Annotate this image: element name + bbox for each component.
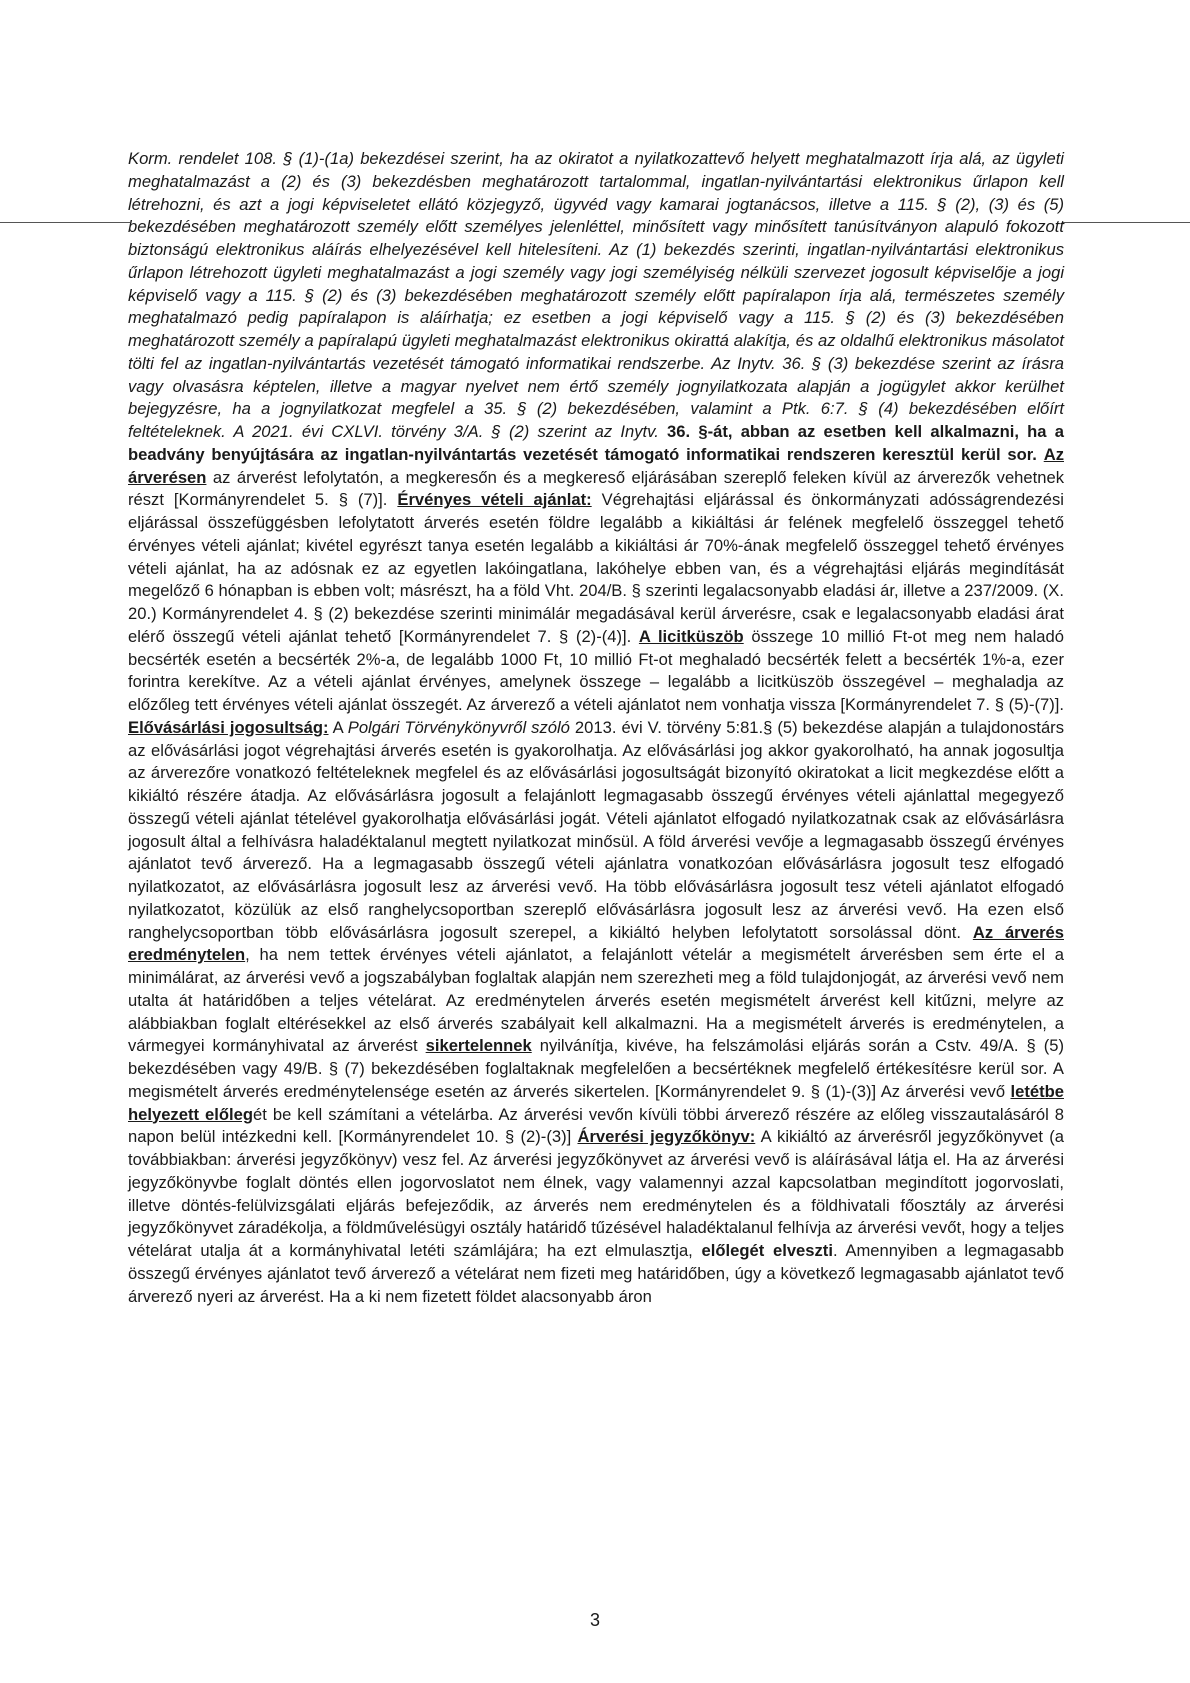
italic-text: Korm. rendelet 108. § (1)-(1a) bekezdései szerint, ha az okiratot a nyilatkozattevő helyett meghatalmazott írja alá, az ügyleti meghatalmazást a (2) és (3) bekezdésben meghatározott tartalommal, ingatlan-nyilvántartási elektronikus űrlapon kell létrehozni, és azt a jogi képviseletet ellátó közjegyző, ügyvéd vagy kamarai jogtanácsos, illetve a 115. § (2), (3) és (5) bekezdésében meghatározott személy előtt személyes jelenléttel, minősített vagy minősített tanúsítványon alapuló fokozott biztonságú elektronikus aláírás elhelyezésével kell hitelesíteni. Az (1) bekezdés szerinti, ingatlan-nyilvántartási elektronikus űrlapon létrehozott ügyleti meghatalmazást a jogi személy vagy jogi személyiség nélküli szervezet jogosult képviselője a jogi képviselő vagy a 115. § (2) és (3) bekezdésében meghatározott személy előtt papíralapon írja alá, természetes személy meghatalmazó pedig papíralapon is aláírhatja; ez esetben a jogi képviselő vagy a 115. § (2) és (3) bekezdésében meghatározott személy a papíralapú ügyleti meghatalmazást elektronikus okirattá alakítja, és az oldalhű elektronikus másolatot tölti fel az ingatlan-nyilvántartás vezetését támogató informatikai rendszerbe. Az Inytv. 36. § (3) bekezdése szerint az írásra vagy olvasásra képtelen, illetve a magyar nyelvet nem értő személy jognyilatkozata alapján a jogügylet akkor kerülhet bejegyzésre, ha a jognyilatkozat megfelel a 35. § (2) bekezdésében, valamint a Ptk. 6:7. § (4) bekezdésében előírt feltételeknek. A 2021. évi CXLVI. törvény 3/A. § (2) szerint az Inytv. [128,149,1064,441]
bold-text: 36. §-át, abban az esetben kell alkalmazni, ha a beadvány benyújtására az ingatlan-nyilvántartás vezetését támogató informatikai rendszeren keresztül kerül sor. [128,422,1064,464]
body-paragraph [128,148,1064,1308]
scan-artifact-line-right [1062,222,1190,223]
body-text-segment: A kikiáltó az árverésről jegyzőkönyvet (a továbbiakban: árverési jegyzőkönyv) vesz fel. Az árverési jegyzőkönyvet az árverési vevő is aláírásával látja el. Ha az árverési jegyzőkönyvbe foglalt döntés ellen jogorvoslatot nem élnek, vagy valamennyi azzal kapcsolatban megindított jogorvoslati, illetve döntés-felülvizsgálati eljárás befejeződik, az árverés nem eredménytelen és a földhivatali főosztály az árverési jegyzőkönyvet záradékolja, a földművelésügyi osztály határidő tűzésével haladéktalanul felhívja az árverési vevőt, hogy a teljes vételárat utalja át a kormányhivatal letéti számlájára; ha ezt elmulasztja, [128,1127,1064,1260]
body-text-segment: ét be kell számítani a vételárba. Az árverési vevőn kívüli többi árverező részére az előleg visszautalásáról 8 napon belül intézkedni kell. [Kormányrendelet 10. § (2)-(3)] [128,1104,1065,1147]
underlined-heading-text: Az árverés eredménytelen [128,922,1064,965]
underlined-heading-text: sikertelennek [425,1036,532,1056]
body-text-segment: nyilvánítja, kivéve, ha felszámolási eljárás során a Cstv. 49/A. § (5) bekezdésében vagy 49/B. § (7) bekezdésében foglaltaknak megfelelően a becsértéknek megfelelő értékesítésre kerül sor. A megismételt árverés eredménytelensége esetén az árverés sikertelen. [Kormányrendelet 9. § (1)-(3)] Az árverési vevő [128,1036,1065,1101]
underlined-heading-text: A licitküszöb [638,626,744,646]
body-text-segment [1037,445,1044,464]
body-text-segment: 2013. évi V. törvény 5:81.§ (5) bekezdése alapján a tulajdonostárs az elővásárlási jogot végrehajtási árverés esetén is gyakorolhatja. Az elővásárlási jog akkor gyakorolható, ha annak jogosultja az árverezőre vonatkozó feltételeknek megfelel és az elővásárlási jogosultságát bizonyító okiratokat a licit megkezdése előtt a kikiáltó részére átadja. Az elővásárlásra jogosult a felajánlott legmagasabb összegű érvényes vételi ajánlattal megegyező összegű vételi ajánlat tételével gyakorolhatja elővásárlási jogát. Vételi ajánlatot elfogadó nyilatkozatnak csak az elővásárlásra jogosult által a felhívásra haladéktalanul megtett nyilatkozat minősül. A föld árverési vevője a legmagasabb összegű érvényes ajánlatot tevő árverező. Ha a legmagasabb összegű vételi ajánlatra vonatkozóan elővásárlásra jogosult tesz elfogadó nyilatkozatot, az elővásárlásra jogosult lesz az árverési vevő. Ha több elővásárlásra jogosult tesz vételi ajánlatot elfogadó nyilatkozatot, közülük az első ranghelycsoportban szereplő elővásárlásra jogosult lesz az árverési vevő. Ha ezen első ranghelycsoportban több elővásárlásra jogosult szerepel, a kikiáltó helyben lefolytatott sorsolással dönt. [128,717,1064,942]
underlined-heading-text: Az árverésen [128,444,1064,487]
italic-text: Polgári Törvénykönyvről szóló [347,717,570,737]
body-text-segment: , ha nem tettek érvényes vételi ajánlatot, a felajánlott vételár a megismételt árverésben sem érte el a minimálárat, az árverési vevő a jogszabályban foglaltak alapján nem szerezheti meg a föld tulajdonjogát, az árverési vevő nem utalta át határidőben a teljes vételárat. Az eredménytelen árverés esetén megismételt árverést kell kitűzni, melyre az alábbiakban foglalt eltérésekkel az első árverés szabályait kell alkalmazni. Ha a megismételt árverés is eredménytelen, a vármegyei kormányhivatal az árverést [128,945,1064,1056]
underlined-heading-text: Árverési jegyzőkönyv: [577,1127,756,1147]
body-text-segment: Végrehajtási eljárással és önkormányzati adósságrendezési eljárással összefüggésben lefolytatott árverés esetén földre legalább a kikiáltási ár felének megfelelő összeggel tehető érvényes vételi ajánlat; kivétel egyrészt tanya esetén legalább a kikiáltási ár 70%-ának megfelelő összeggel tehető érvényes vételi ajánlat, ha az adósnak ez az egyetlen lakóingatlana, lakóhelye ebben van, és a végrehajtási eljárás megindítását megelőző 6 hónapban is ebben volt; másrészt, ha a föld Vht. 204/B. § szerinti legalacsonyabb eladási ár, illetve a 237/2009. (X. 20.) Kormányrendelet 4. § (2) bekezdése szerinti minimálár megadásával kerül árverésre, csak e legalacsonyabb eladási árat elérő összegű vételi ajánlat tehető [Kormányrendelet 7. § (2)-(4)]. [128,490,1064,646]
body-text-segment: . Amennyiben a legmagasabb összegű érvényes ajánlatot tevő árverező a vételárat nem fizeti meg határidőben, úgy a következő legmagasabb ajánlatot tevő árverező nyeri az árverést. Ha a ki nem fizetett földet alacsonyabb áron [128,1241,1064,1306]
underlined-heading-text: letétbe helyezett előleg [128,1081,1064,1124]
bold-text: előlegét elveszti [701,1241,833,1260]
underlined-heading-text: Érvényes vételi ajánlat: [397,490,592,510]
body-text-segment: összege 10 millió Ft-ot meg nem haladó becsérték esetén a becsérték 2%-a, de legalább 1000 Ft, 10 millió Ft-ot meghaladó becsérték felett a becsérték 1%-a, ezer forintra kerekítve. Az a vételi ajánlat érvényes, amelynek összege – legalább a licitküszöb összegével – meghaladja az előzőleg tett érvényes vételi ajánlat összegét. Az árverező a vételi ajánlatot nem vonhatja vissza [Kormányrendelet 7. § (5)-(7)]. [128,626,1064,714]
page-number: 3 [589,1610,600,1630]
body-text-segment: A [328,717,348,737]
body-text-segment: az árverést lefolytatón, a megkeresőn és a megkereső eljárásában szereplő feleken kívül az árverezők vehetnek részt [Kormányrendelet 5. § (7)]. [128,467,1064,510]
document-page [128,148,1064,1308]
scan-artifact-line-left [0,222,130,223]
underlined-heading-text: Elővásárlási jogosultság: [128,717,329,737]
